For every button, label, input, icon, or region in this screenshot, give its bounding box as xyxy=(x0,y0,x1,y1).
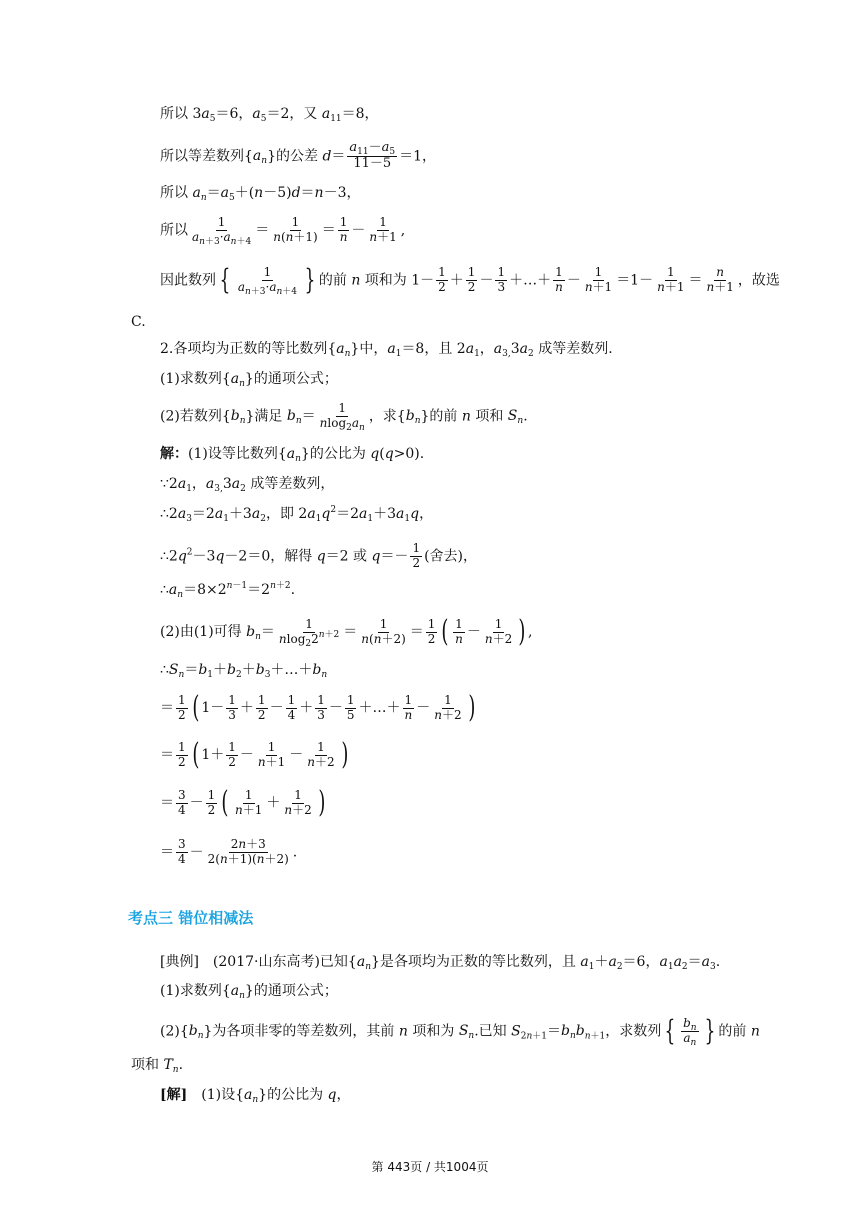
page-footer: 第 443页 / 共1004页 xyxy=(371,1160,489,1174)
solution-line: $\therefore 2q^2-3q-2=0$，解得 q＝2 或 q＝－ $\frac{1}{2}$ (舍去)， xyxy=(160,541,478,570)
problem-part: (1)求数列$\{a_n\}$的通项公式； xyxy=(160,371,338,389)
solution-line: $\therefore 2a_3=2a_1+3a_2$，即 $2a_1q^2=2a_1+3a_1q$， xyxy=(160,505,434,524)
example-part: (1)求数列$\{a_n\}$的通项公式； xyxy=(160,983,338,1001)
solution-line: $\therefore S_n=b_1+b_2+b_3+\dots+b_n$ xyxy=(160,662,328,680)
example-part: 项和 $T_n$. xyxy=(131,1057,184,1075)
solution-line: 解：(1)设等比数列$\{a_n\}$的公比为 q(q>0). xyxy=(160,446,425,464)
solution-line: $\therefore a_n=8\times 2^{n-1}=2^{n+2}$. xyxy=(160,581,296,600)
solution-line: ＝ $\frac{1}{2}$ ( 1＋ $\frac{1}{2}$ － $\frac{1}{n+1}$ － $\frac{1}{n+2}$ ) xyxy=(160,737,349,772)
problem-part: (2)若数列$\{b_n\}$满足 $b_n=$ $\frac{1}{nlog_2a_n}$ ，求$\{b_n\}$的前 n 项和 $S_n$. xyxy=(160,401,528,433)
problem-statement: 2.各项均为正数的等比数列$\{a_n\}$中，$a_1=8$，且 $2a_1$，$a_{3,}3a_2$ 成等差数列. xyxy=(160,341,613,359)
text-line: 所以 $\frac{1}{a_{n+3}\cdot a_{n+4}}$ ＝ $\frac{1}{n(n+1)}$ ＝ $\frac{1}{n}$ － $\frac{1}{n+1}$ , xyxy=(160,215,406,247)
example-statement: [典例] (2017·山东高考)已知$\{a_n\}$是各项均为正数的等比数列，且 $a_1+a_2=6$，$a_1a_2=a_3$. xyxy=(160,954,721,972)
solution-line: ＝ $\frac{3}{4}$ － $\frac{1}{2}$ ( $\frac{1}{n+1}$ ＋ $\frac{1}{n+2}$ ) xyxy=(160,785,326,820)
answer-line: [解] (1)设$\{a_n\}$的公比为 q， xyxy=(160,1087,351,1105)
text-line: 所以等差数列$\{a_n\}$的公差 d＝ $\frac{a_{11}-a_5}{11-5}$ ＝1， xyxy=(160,140,437,171)
text-line: 所以 $a_n=a_5+(n-5)d=n-3$， xyxy=(160,185,361,203)
text-line: 因此数列 { $\frac{1}{a_{n+3}\cdot a_{n+4}}$ } 的前 n 项和为 1－ $\frac{1}{2}$ ＋ $\frac{1}{2}$ － $\frac{1}{3}$ ＋…＋ $\frac{1}{n}$ － $\frac{1}{n+1}$ ＝1－ $\frac{1}{n+1}$ ＝ $\frac{n}{n+1}$ ，故选 xyxy=(160,263,780,297)
example-part: $(2)\{b_n\}$为各项非零的等差数列，其前 n 项和为 $S_n$.已知 $S_{2n+1}=b_nb_{n+1}$，求数列 { $\frac{b_n}{a_n}$ } 的前 n xyxy=(160,1014,760,1048)
text-line: 所以 $3a_5=6$，$a_5=2$，又 $a_{11}=8$， xyxy=(160,106,379,124)
solution-line: $\because 2a_1$，$a_{3,}3a_2$ 成等差数列， xyxy=(160,476,335,494)
text-line: C. xyxy=(131,314,146,330)
solution-line: (2)由(1)可得 $b_n=$ $\frac{1}{nlog_22^{n+2}}$ ＝ $\frac{1}{n(n+2)}$ ＝ $\frac{1}{2}$ ( $\frac{1}{n}$ － $\frac{1}{n+2}$ ) , xyxy=(160,614,533,649)
solution-line: ＝ $\frac{3}{4}$ － $\frac{2n+3}{2(n+1)(n+2)}$ . xyxy=(160,837,298,866)
section-heading: 考点三 错位相减法 xyxy=(128,909,254,927)
solution-line: ＝ $\frac{1}{2}$ ( 1－ $\frac{1}{3}$ ＋ $\frac{1}{2}$ － $\frac{1}{4}$ ＋ $\frac{1}{3}$ － $\frac{1}{5}$ ＋…＋ $\frac{1}{n}$ － $\frac{1}{n+2}$ ) xyxy=(160,690,475,725)
